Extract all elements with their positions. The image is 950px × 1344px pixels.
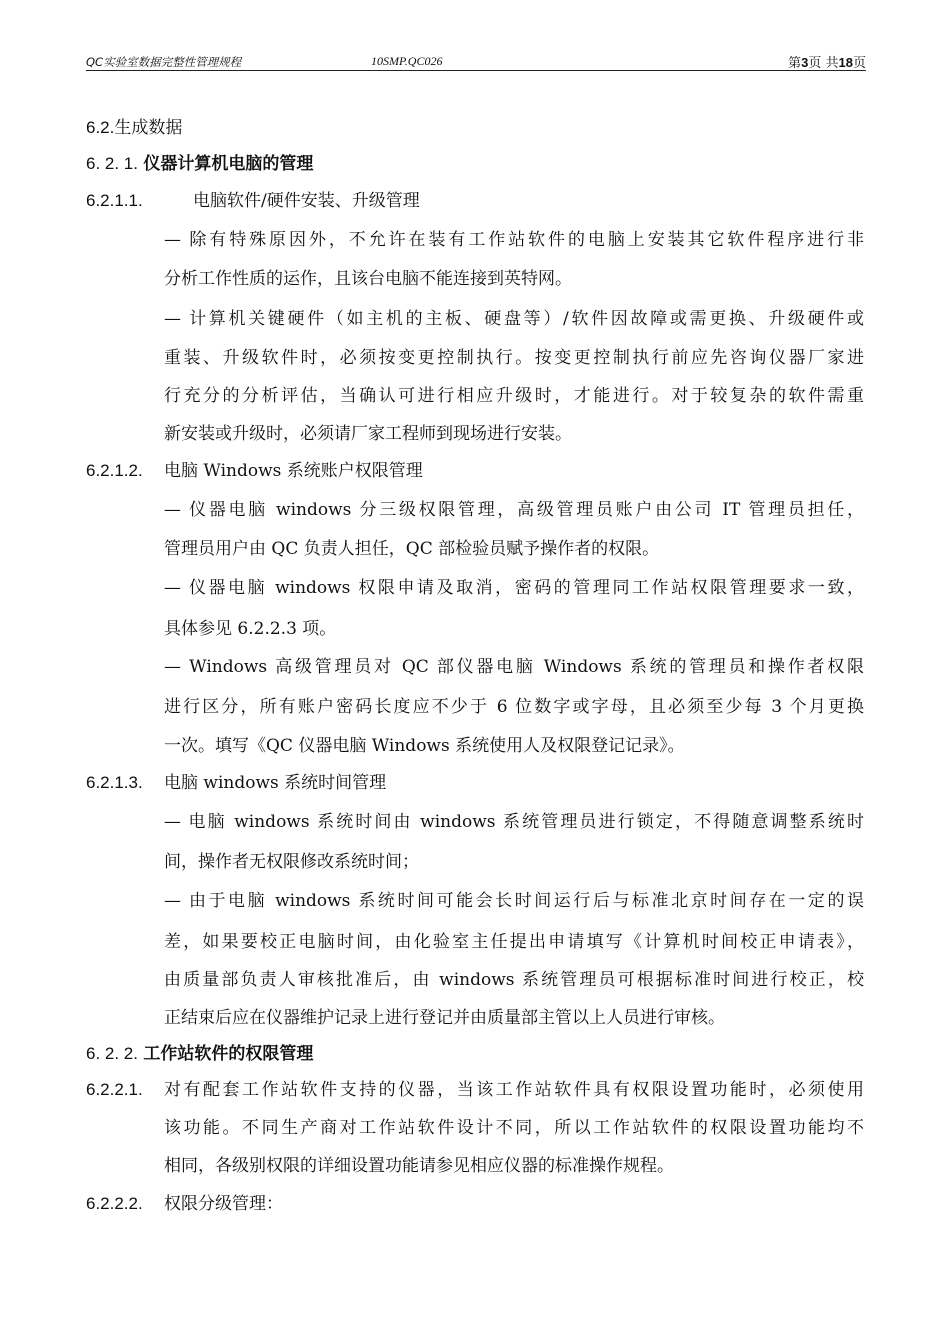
header-page-number: 第3页 共18页 [788, 55, 866, 71]
para-line: 具体参见 6.2.2.3 项。 [164, 619, 337, 639]
para-line: 一次。填写《QC 仪器电脑 Windows 系统使用人及权限登记记录》。 [164, 736, 685, 756]
para-line: 行充分的分析评估，当确认可进行相应升级时，才能进行。对于较复杂的软件需重 [164, 386, 864, 406]
para-line: 对有配套工作站软件支持的仪器，当该工作站软件具有权限设置功能时，必须使用 [164, 1080, 864, 1100]
para-line: — Windows 高级管理员对 QC 部仪器电脑 Windows 系统的管理员和操作者权限 [164, 657, 864, 677]
para-line: — 仪器电脑 windows 分三级权限管理，高级管理员账户由公司 IT 管理员担任， [164, 500, 864, 520]
para-line: — 计算机关键硬件（如主机的主板、硬盘等）/软件因故障或需更换、升级硬件或 [164, 309, 864, 329]
para-line: 相同，各级别权限的详细设置功能请参见相应仪器的标准操作规程。 [164, 1156, 674, 1176]
section-6-2-2-1-heading: 6.2.2.1. [86, 1080, 143, 1099]
section-6-2-1-2-title: 电脑 Windows 系统账户权限管理 [164, 461, 423, 481]
para-line: 该功能。不同生产商对工作站软件设计不同，所以工作站软件的权限设置功能均不 [164, 1118, 864, 1138]
section-6-2-2-2-title: 权限分级管理： [164, 1194, 283, 1214]
para-line: — 电脑 windows 系统时间由 windows 系统管理员进行锁定，不得随意调整系统时 [164, 812, 864, 832]
para-line: 正结束后应在仪器维护记录上进行登记并由质量部主管以上人员进行审核。 [164, 1008, 725, 1028]
section-6-2-1-1-heading: 6.2.1.1. [86, 191, 143, 210]
para-line: 分析工作性质的运作，且该台电脑不能连接到英特网。 [164, 269, 572, 289]
section-6-2-1-heading: 6. 2. 1. 仪器计算机电脑的管理 [86, 154, 314, 174]
para-line: 新安装或升级时，必须请厂家工程师到现场进行安装。 [164, 424, 572, 444]
para-line: — 除有特殊原因外，不允许在装有工作站软件的电脑上安装其它软件程序进行非 [164, 230, 864, 250]
para-line: — 仪器电脑 windows 权限申请及取消，密码的管理同工作站权限管理要求一致， [164, 578, 864, 598]
para-line: 间，操作者无权限修改系统时间； [164, 852, 419, 872]
section-6-2-1-3-title: 电脑 windows 系统时间管理 [164, 773, 387, 793]
para-line: 差，如果要校正电脑时间，由化验室主任提出申请填写《计算机时间校正申请表》， [164, 932, 864, 952]
para-line: 由质量部负责人审核批准后，由 windows 系统管理员可根据标准时间进行校正，校 [164, 970, 864, 990]
section-6-2-1-2-heading: 6.2.1.2. [86, 461, 143, 480]
section-6-2-1-1-title: 电脑软件/硬件安装、升级管理 [193, 191, 420, 211]
section-6-2-heading: 6.2.生成数据 [86, 118, 183, 138]
section-6-2-2-heading: 6. 2. 2. 工作站软件的权限管理 [86, 1044, 314, 1064]
section-6-2-1-3-heading: 6.2.1.3. [86, 773, 143, 792]
para-line: 管理员用户由 QC 负责人担任，QC 部检验员赋予操作者的权限。 [164, 539, 660, 559]
section-6-2-2-2-heading: 6.2.2.2. [86, 1194, 143, 1213]
para-line: 重装、升级软件时，必须按变更控制执行。按变更控制执行前应先咨询仪器厂家进 [164, 348, 864, 368]
header-doc-code: 10SMP.QC026 [371, 54, 443, 68]
para-line: 进行区分，所有账户密码长度应不少于 6 位数字或字母，且必须至少每 3 个月更换 [164, 697, 864, 717]
header-doc-title: QC实验室数据完整性管理规程 [86, 55, 242, 69]
page-header [86, 52, 866, 71]
para-line: — 由于电脑 windows 系统时间可能会长时间运行后与标准北京时间存在一定的误 [164, 891, 864, 911]
